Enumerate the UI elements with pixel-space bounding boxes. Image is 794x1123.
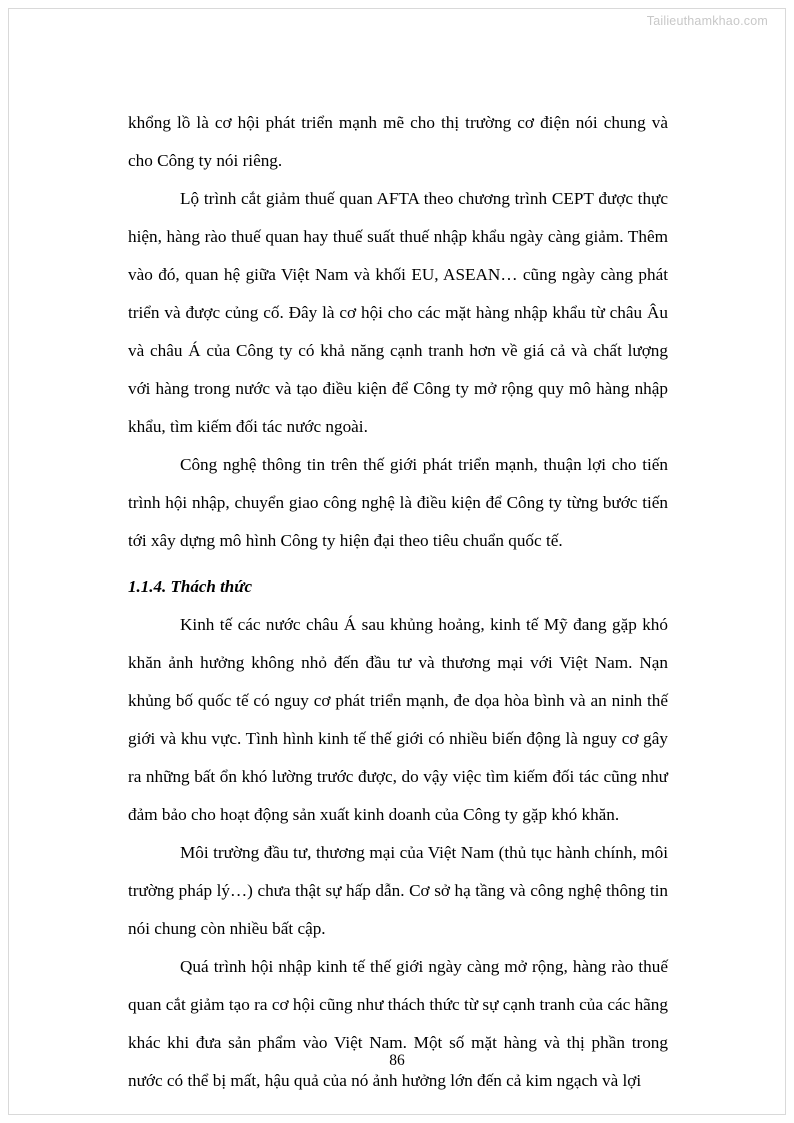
page-number: 86 <box>389 1052 405 1069</box>
page-content <box>128 104 668 1100</box>
paragraph: Công nghệ thông tin trên thế giới phát triển mạnh, thuận lợi cho tiến trình hội nhập, chuyển giao công nghệ là điều kiện để Công ty từng bước tiến tới xây dựng mô hình Công ty hiện đại theo tiêu chuẩn quốc tế. <box>128 455 668 550</box>
paragraph: Lộ trình cắt giảm thuế quan AFTA theo chương trình CEPT được thực hiện, hàng rào thuế quan hay thuế suất thuế nhập khẩu ngày càng giảm. Thêm vào đó, quan hệ giữa Việt Nam và khối EU, ASEAN… cũng ngày càng phát triển và được củng cố. Đây là cơ hội cho các mặt hàng nhập khẩu từ châu Âu và châu Á của Công ty có khả năng cạnh tranh hơn về giá cả và chất lượng với hàng trong nước và tạo điều kiện để Công ty mở rộng quy mô hàng nhập khẩu, tìm kiếm đối tác nước ngoài. <box>128 189 668 436</box>
watermark-text: Tailieuthamkhao.com <box>646 14 768 28</box>
section-heading: 1.1.4. Thách thức <box>128 577 252 596</box>
paragraph: Môi trường đầu tư, thương mại của Việt Nam (thủ tục hành chính, môi trường pháp lý…) chưa thật sự hấp dẫn. Cơ sở hạ tầng và công nghệ thông tin nói chung còn nhiều bất cập. <box>128 843 668 938</box>
paragraph: khổng lồ là cơ hội phát triển mạnh mẽ cho thị trường cơ điện nói chung và cho Công ty nói riêng. <box>128 113 668 170</box>
paragraph: Quá trình hội nhập kinh tế thế giới ngày càng mở rộng, hàng rào thuế quan cắt giảm tạo ra cơ hội cũng như thách thức từ sự cạnh tranh của các hãng khác khi đưa sản phẩm vào Việt Nam. Một số mặt hàng và thị phần trong nước có thể bị mất, hậu quả của nó ảnh hưởng lớn đến cả kim ngạch và lợi <box>128 957 668 1090</box>
paragraph: Kinh tế các nước châu Á sau khủng hoảng, kinh tế Mỹ đang gặp khó khăn ảnh hưởng không nhỏ đến đầu tư và thương mại với Việt Nam. Nạn khủng bố quốc tế có nguy cơ phát triển mạnh, đe dọa hòa bình và an ninh thế giới và khu vực. Tình hình kinh tế thế giới có nhiều biến động là nguy cơ gây ra những bất ổn khó lường trước được, do vậy việc tìm kiếm đối tác cũng như đảm bảo cho hoạt động sản xuất kinh doanh của Công ty gặp khó khăn. <box>128 615 668 824</box>
